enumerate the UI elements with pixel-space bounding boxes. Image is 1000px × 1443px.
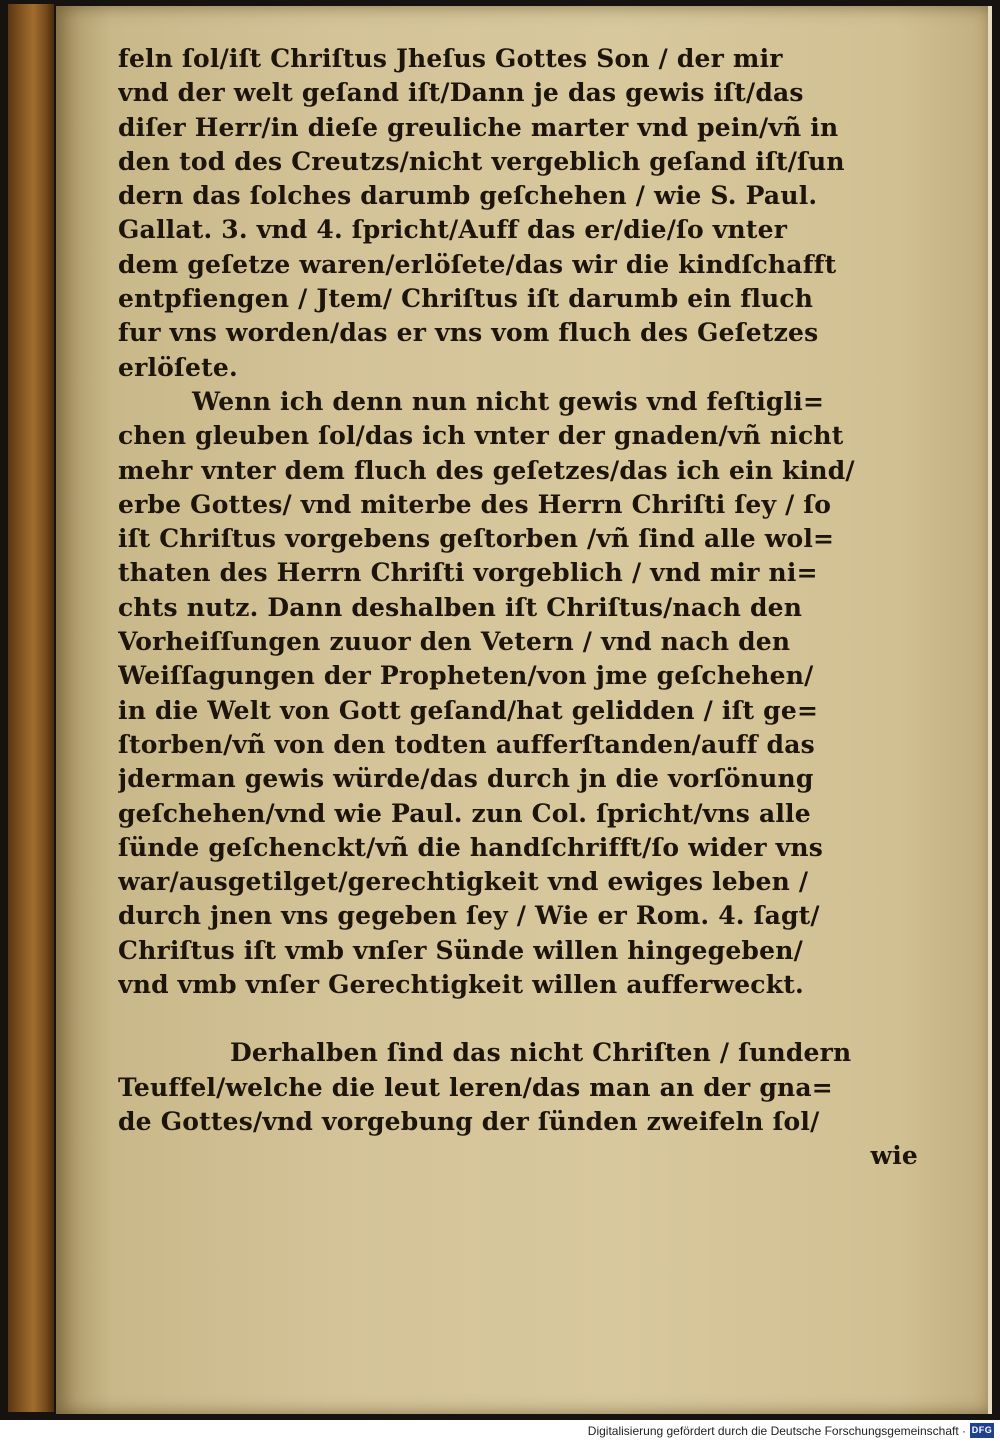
text-line: jderman gewis würde/das durch jn die vorſönung [118,764,814,794]
text-line: thaten des Herrn Chriſti vorgeblich / vnd mir ni= [118,558,818,588]
text-line: ſtorben/vñ von den todten aufferſtanden/auff das [118,729,815,759]
text-line: entpfiengen / Jtem/ Chriſtus iſt darumb ein fluch [118,284,814,314]
binding-spine [8,4,54,1412]
paragraph-start: Wenn ich denn nun nicht gewis vnd feſtigli= [192,386,825,416]
text-line: erlöſete. [118,352,238,382]
text-line: vnd vmb vnſer Gerechtigkeit willen aufferweckt. [118,970,804,1000]
text-line: mehr vnter dem fluch des geſetzes/das ich ein kind/ [118,455,855,485]
page-text [118,42,918,1174]
text-line: Gallat. 3. vnd 4. ſpricht/Auff das er/die/ſo vnter [118,215,788,245]
text-line: de Gottes/vnd vorgebung der ſünden zweifeln ſol/ [118,1106,820,1136]
text-line: dem geſetze waren/erlöſete/das wir die kindſchafft [118,249,837,279]
text-line: dern das ſolches darumb geſchehen / wie S. Paul. [118,181,818,211]
text-line: war/ausgetilget/gerechtigkeit vnd ewiges leben / [118,867,809,897]
footer-bar [0,1420,1000,1443]
text-line: durch jnen vns gegeben ſey / Wie er Rom. 4. ſagt/ [118,901,820,931]
text-line: vnd der welt geſand iſt/Dann je das gewis iſt/das [118,78,804,108]
catchword: wie [870,1141,918,1171]
dfg-logo: DFG [970,1423,994,1438]
text-line: fur vns worden/das er vns vom fluch des Geſetzes [118,318,819,348]
text-line: feln ſol/iſt Chriſtus Jheſus Gottes Son / der mir [118,44,783,73]
text-line: Vorheiſſungen zuuor den Vetern / vnd nach den [118,627,791,657]
text-line: in die Welt von Gott geſand/hat gelidden / iſt ge= [118,695,819,725]
text-line: diſer Herr/in dieſe greuliche marter vnd pein/vñ in [118,112,839,142]
text-line: erbe Gottes/ vnd miterbe des Herrn Chriſti ſey / ſo [118,489,832,519]
text-line: Chriſtus iſt vmb vnſer Sünde willen hingegeben/ [118,935,803,965]
text-line: geſchehen/vnd wie Paul. zun Col. ſpricht/vns alle [118,798,811,828]
paragraph-gap [118,1002,918,1036]
text-line: den tod des Creutzs/nicht vergeblich geſand iſt/ſun [118,146,845,176]
text-line: Teuffel/welche die leut leren/das man an der gna= [118,1072,833,1102]
paragraph-start: Derhalben ſind das nicht Chriſten / ſundern [230,1038,852,1068]
text-line: ſünde geſchenckt/vñ die handſchrifft/ſo wider vns [118,832,824,862]
funding-credit: Digitalisierung gefördert durch die Deutsche Forschungsgemeinschaft · [587,1424,966,1438]
text-line: chen gleuben ſol/das ich vnter der gnaden/vñ nicht [118,421,844,451]
page-edge [988,6,992,1414]
text-line: iſt Chriſtus vorgebens geſtorben /vñ ſind alle wol= [118,524,835,554]
text-line: chts nutz. Dann deshalben iſt Chriſtus/nach den [118,592,803,622]
text-line: Weiſſagungen der Propheten/von jme geſchehen/ [118,661,814,691]
